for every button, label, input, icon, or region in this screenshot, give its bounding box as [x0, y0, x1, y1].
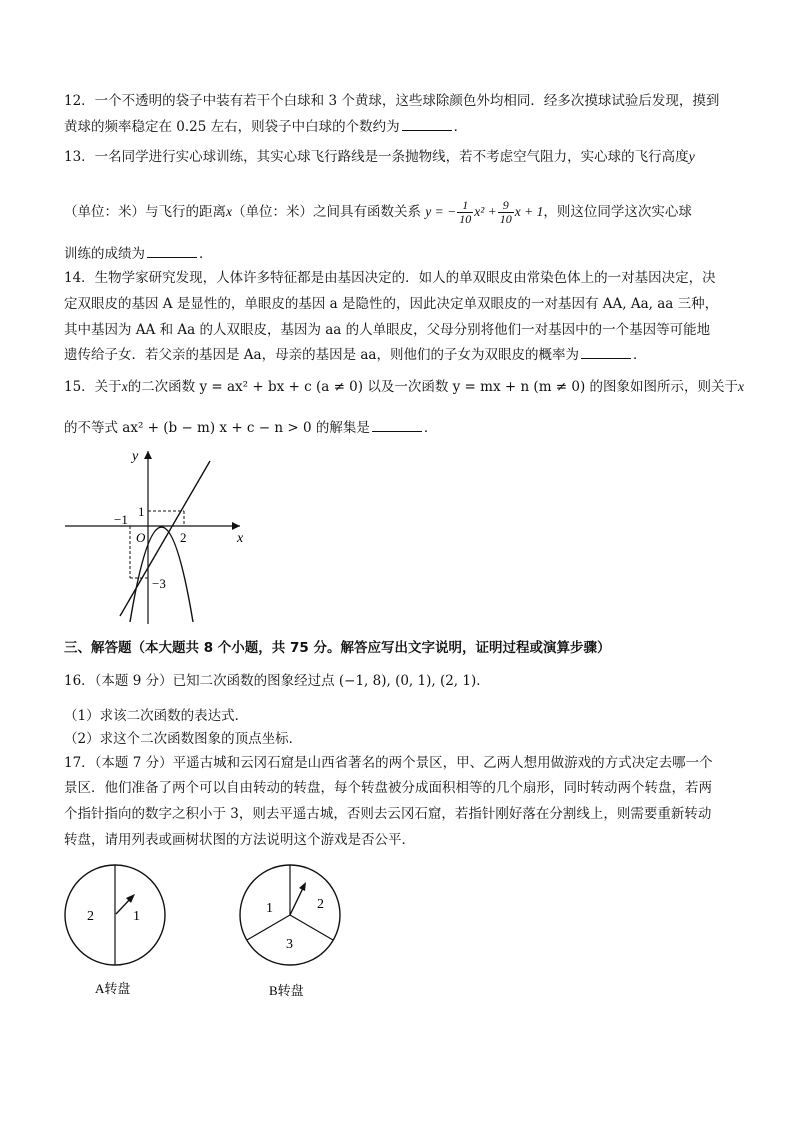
spinner-b-caption: B转盘 [269, 983, 304, 998]
q17-line-2: 景区．他们准备了两个可以自由转动的转盘，每个转盘被分成面积相等的几个扇形，同时转动两个转盘，若两 [64, 780, 712, 796]
q12-line-2: 黄球的频率稳定在 0.25 左右，则袋子中白球的个数约为 ． [64, 119, 468, 135]
q13-line-2: （单位：米）与飞行的距离x（单位：米）之间具有函数关系 y = − $\frac{1}{10}$ x² + $\frac{9}{10}$ x + 1，则这位同学这次实心球 [64, 198, 692, 227]
tick-label-neg-3: −3 [152, 576, 166, 591]
y-axis-label: y [132, 449, 139, 464]
q14-line-4: 遗传给子女．若父亲的基因是 Aa，母亲的基因是 aa，则他们的子女为双眼皮的概率为 ． [64, 347, 647, 363]
q15-function-graph [60, 446, 250, 626]
tick-label-2: 2 [180, 530, 187, 545]
x-axis-label: x [237, 531, 244, 546]
q16-line-1: 16．（本题 9 分）已知二次函数的图象经过点 (−1, 8), (0, 1), (2, 1)． [64, 673, 490, 689]
spinner-a [60, 862, 172, 1002]
q17-line-3: 个指针指向的数字之积小于 3，则去平遥古城，否则去云冈石窟，若指针刚好落在分割线上，则需要重新转动 [64, 806, 712, 822]
linear-function-line [120, 461, 210, 616]
pointer-arrow-icon [299, 882, 306, 891]
q13-line-3: 训练的成绩为 ． [64, 246, 213, 262]
tick-label-1: 1 [138, 504, 145, 519]
spinner-b-sector-2: 2 [317, 897, 324, 912]
spinner-b-divider [290, 915, 333, 940]
q13-line-1: 13．一名同学进行实心球训练，其实心球飞行路线是一条抛物线，若不考虑空气阻力，实心球的飞行高度y [64, 149, 695, 165]
x-axis-arrow-icon [232, 522, 240, 530]
q12-line-1: 12．一个不透明的袋子中装有若干个白球和 3 个黄球，这些球除颜色外均相同．经多次摸球试验后发现，摸到 [64, 93, 720, 109]
answer-blank [372, 419, 422, 432]
q17-line-4: 转盘，请用列表或画树状图的方法说明这个游戏是否公平． [64, 832, 415, 848]
answer-blank [402, 118, 452, 131]
answer-blank [147, 245, 197, 258]
spinner-b-sector-1: 1 [266, 901, 273, 916]
section-heading: 三、解答题（本大题共 8 个小题，共 75 分。解答应写出文字说明，证明过程或演算步骤） [64, 640, 611, 656]
q14-line-3: 其中基因为 AA 和 Aa 的人双眼皮，基因为 aa 的人单眼皮，父母分别将他们一对基因中的一个基因等可能地 [64, 322, 711, 338]
spinner-b-divider [247, 915, 290, 940]
q14-line-1: 14．生物学家研究发现，人体许多特征都是由基因决定的．如人的单双眼皮由常染色体上的一对基因决定，决 [64, 270, 716, 286]
q13-formula: y = − $\frac{1}{10}$ x² + $\frac{9}{10}$ x + 1 [425, 198, 544, 227]
spinner-a-caption: A转盘 [95, 981, 131, 996]
q14-line-2: 定双眼皮的基因 A 是显性的，单眼皮的基因 a 是隐性的，因此决定单双眼皮的一对基因有 AA, Aa, aa 三种， [64, 296, 719, 312]
answer-blank [581, 346, 631, 359]
spinner-a-right-number: 1 [133, 909, 140, 924]
y-axis-arrow-icon [144, 451, 152, 459]
spinner-b-sector-3: 3 [286, 937, 293, 952]
q15-line-1: 15．关于x的二次函数 y = ax² + bx + c (a ≠ 0) 以及一次函数 y = mx + n (m ≠ 0) 的图象如图所示，则关于x [64, 379, 745, 395]
q15-line-2: 的不等式 ax² + (b − m) x + c − n > 0 的解集是 ． [64, 420, 438, 436]
origin-label: O [136, 530, 146, 545]
spinner-b-pointer [290, 886, 304, 915]
q16-part-1: （1）求该二次函数的表达式． [64, 708, 249, 724]
tick-label-neg-1: −1 [114, 512, 128, 527]
spinner-a-left-number: 2 [87, 909, 94, 924]
q17-line-1: 17．（本题 7 分）平遥古城和云冈石窟是山西省著名的两个景区，甲、乙两人想用做游戏的方式决定去哪一个 [64, 755, 713, 771]
spinner-b [236, 864, 348, 1004]
q16-part-2: （2）求这个二次函数图象的顶点坐标． [64, 731, 303, 747]
